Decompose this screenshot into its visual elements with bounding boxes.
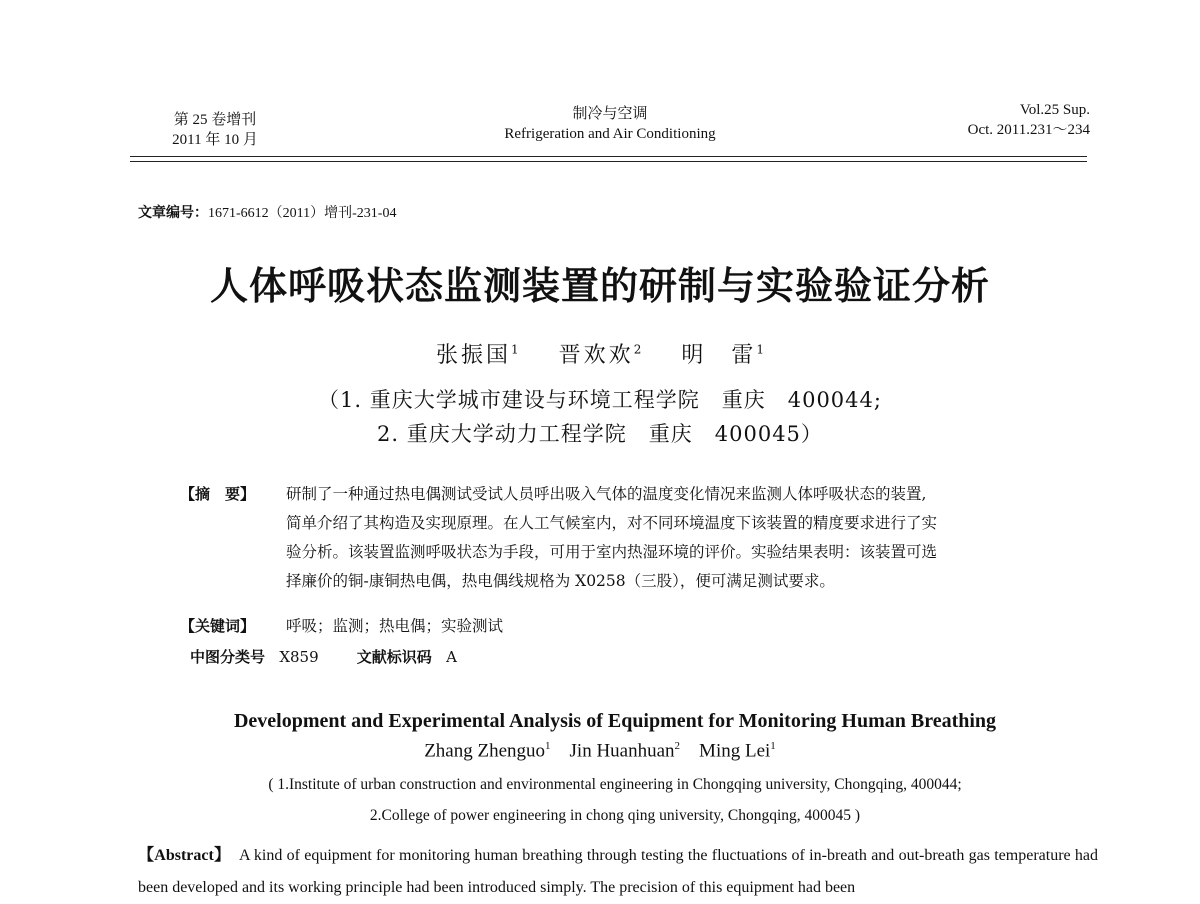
- affiliation-cn-1: （1. 重庆大学城市建设与环境工程学院 重庆 400044;: [318, 388, 882, 412]
- author-name-en: Jin Huanhuan: [569, 740, 675, 762]
- abstract-cn-line: 研制了一种通过热电偶测试受试人员呼出吸入气体的温度变化情况来监测人体呼吸状态的装置,: [286, 485, 927, 503]
- author-name: 张振国: [436, 343, 512, 368]
- abstract-cn-line: 择廉价的铜-康铜热电偶，热电偶线规格为 X0258（三股），便可满足测试要求。: [286, 572, 835, 590]
- article-number-value: 1671-6612（2011）增刊-231-04: [208, 206, 397, 221]
- abstract-en: [138, 840, 1098, 904]
- abstract-cn-line: 验分析。该装置监测呼吸状态为手段，可用于室内热湿环境的评价。实验结果表明：该装置可选: [286, 543, 938, 561]
- author-affil-mark: 1: [511, 342, 519, 357]
- affiliation-cn-2: 2. 重庆大学动力工程学院 重庆 400045）: [377, 422, 823, 446]
- volume-en: Vol.25 Sup.: [1019, 102, 1090, 118]
- abstract-cn-label: 【摘 要】: [180, 485, 256, 503]
- affiliation-en-2: 2.College of power engineering in chong qing university, Chongqing, 400045 ): [369, 807, 861, 824]
- keywords-cn: [180, 612, 1060, 641]
- journal-citation: [900, 100, 1090, 140]
- volume-issue: 第 25 卷增刊: [173, 112, 257, 128]
- article-number: [138, 202, 396, 222]
- keywords-cn-value: 呼吸；监测；热电偶；实验测试: [286, 617, 504, 635]
- abstract-cn-text: [286, 480, 1056, 596]
- paper-title-cn: 人体呼吸状态监测装置的研制与实验验证分析: [209, 264, 990, 308]
- issue-date: 2011 年 10 月: [172, 132, 258, 148]
- author-affil-mark: 1: [756, 342, 764, 357]
- abstract-cn-line: 简单介绍了其构造及实现原理。在人工气候室内，对不同环境温度下该装置的精度要求进行了实: [286, 514, 938, 532]
- doc-code-label: 文献标识码: [356, 648, 432, 666]
- author-name-en: Ming Lei: [699, 740, 771, 762]
- author-name-en: Zhang Zhenguo: [424, 740, 546, 762]
- keywords-cn-label: 【关键词】: [180, 617, 256, 635]
- article-number-label: 文章编号：: [138, 205, 208, 221]
- journal-name: [440, 104, 780, 144]
- classification-row: [190, 646, 457, 667]
- date-pages: Oct. 2011.231～234: [967, 122, 1090, 138]
- author-affil-mark: 1: [770, 740, 776, 752]
- author-name: 晋欢欢: [558, 343, 634, 368]
- author-affil-mark: 1: [545, 740, 551, 752]
- header-rule-thick: [130, 156, 1087, 157]
- affiliation-en-1: ( 1.Institute of urban construction and environmental engineering in Chongqing university, Chongqing, 400044;: [268, 776, 962, 793]
- clc-label: 中图分类号: [190, 648, 266, 666]
- clc-value: X859: [279, 648, 319, 666]
- header-rule-thin: [130, 161, 1087, 162]
- abstract-cn: [180, 480, 1060, 590]
- doc-code-value: A: [446, 648, 457, 666]
- journal-volume-info: [160, 110, 270, 150]
- journal-name-en: Refrigeration and Air Conditioning: [504, 126, 716, 142]
- author-affil-mark: 2: [633, 342, 642, 357]
- authors-en: [0, 740, 1200, 762]
- author-affil-mark: 2: [674, 740, 681, 752]
- paper-title-en: Development and Experimental Analysis of Equipment for Monitoring Human Breathing: [233, 710, 997, 732]
- author-name: 明 雷: [681, 343, 757, 368]
- abstract-en-text: A kind of equipment for monitoring human breathing through testing the fluctuations of in-breath and out-breath gas temperature had been developed and its working principle had been introduced simply. The precision of this equipment had been: [138, 847, 1099, 896]
- journal-name-cn: 制冷与空调: [572, 106, 648, 122]
- abstract-en-label: 【Abstract】: [138, 847, 231, 864]
- authors-cn: [0, 338, 1200, 369]
